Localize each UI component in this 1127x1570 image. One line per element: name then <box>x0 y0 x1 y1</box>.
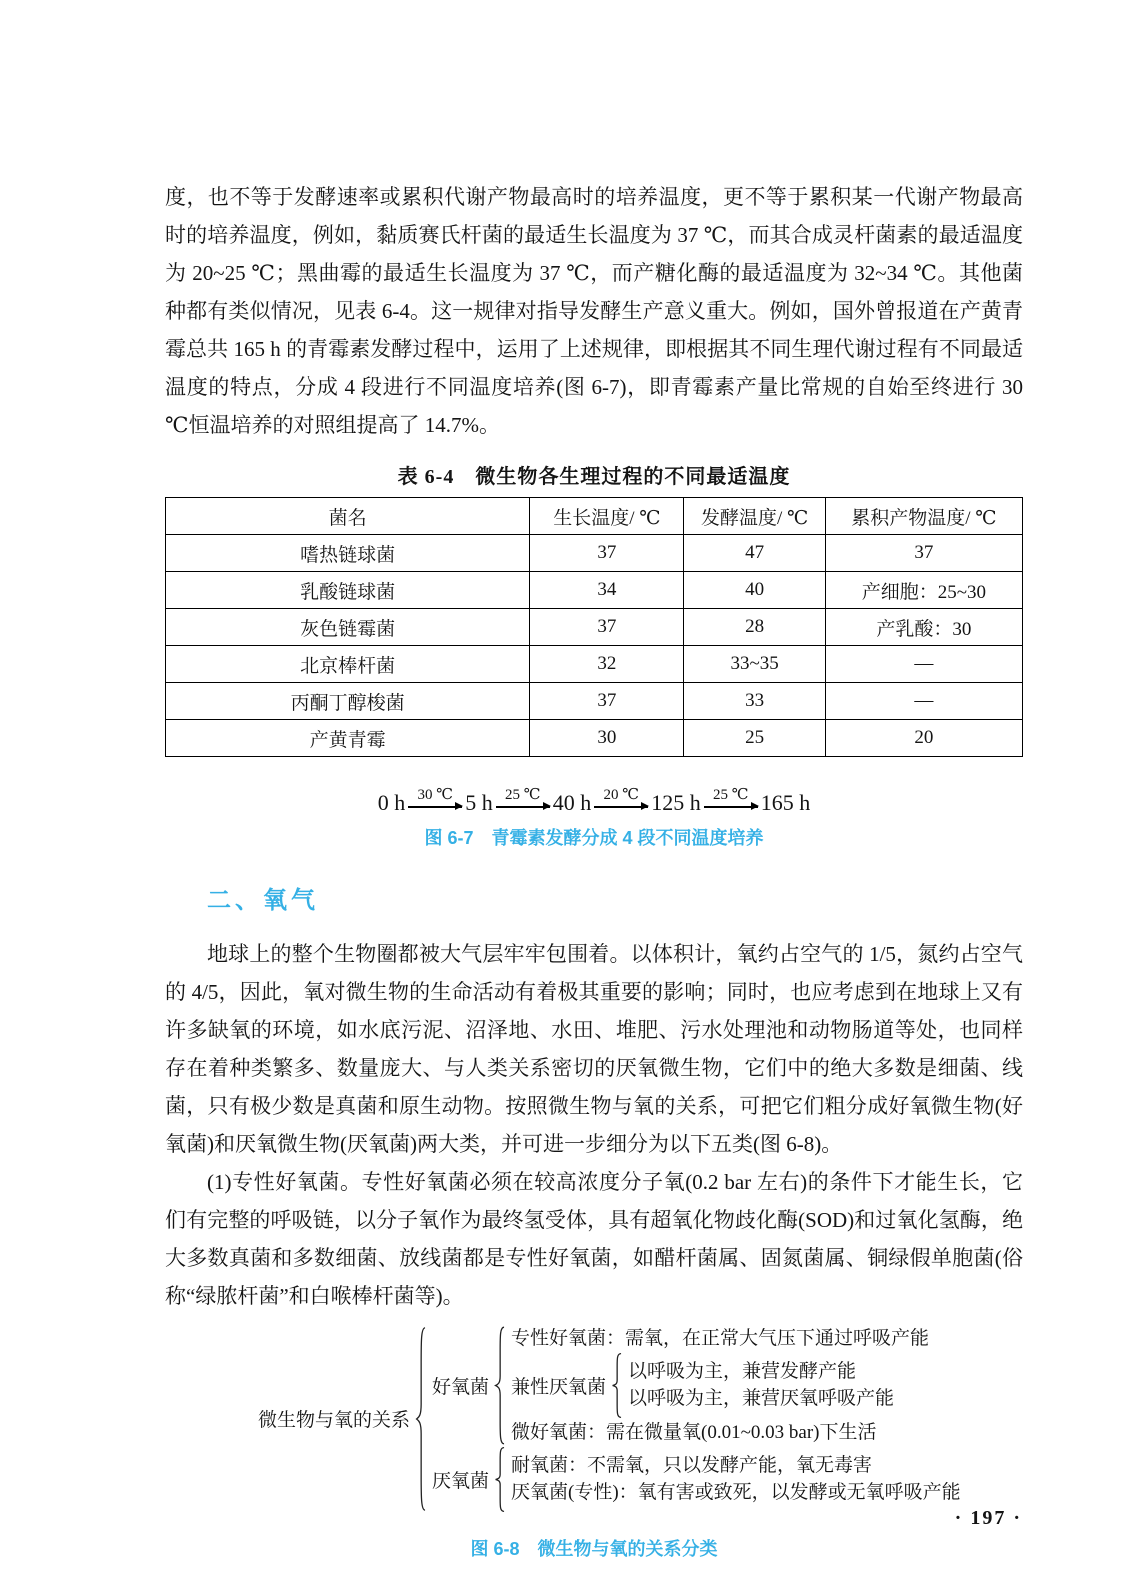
arrow-line <box>496 806 550 808</box>
timeline-node: 5 h <box>465 789 493 815</box>
diagram-aerobic-label: 好氧菌 <box>432 1376 490 1398</box>
table-header-cell: 累积产物温度/ ℃ <box>825 498 1022 535</box>
diagram-leaf-obligate-aerobe: 专性好氧菌：需氧，在正常大气压下通过呼吸产能 <box>511 1327 930 1349</box>
timeline-arrow-label: 25 ℃ <box>504 787 541 803</box>
timeline-node: 40 h <box>552 789 592 815</box>
timeline-arrow <box>594 787 648 808</box>
table-cell: — <box>825 646 1022 683</box>
table-row <box>166 720 1023 757</box>
table-cell: 30 <box>530 720 684 757</box>
diagram-facultative-label: 兼性厌氧菌 <box>511 1376 607 1398</box>
diagram-leaf-facultative-2: 以呼吸为主，兼营厌氧呼吸产能 <box>628 1388 895 1409</box>
table-cell: 灰色链霉菌 <box>166 609 530 646</box>
brace <box>493 1326 506 1445</box>
table-cell: 产细胞：25~30 <box>825 572 1022 609</box>
table-row <box>166 609 1023 646</box>
table-header-cell: 生长温度/ ℃ <box>530 498 684 535</box>
table-cell: 37 <box>530 535 684 572</box>
table-cell: 产乳酸：30 <box>825 609 1022 646</box>
table-cell: 33 <box>684 683 825 720</box>
table-optimal-temperatures <box>165 497 1023 757</box>
arrow-line <box>594 806 648 808</box>
page-content <box>165 178 1023 1561</box>
table-cell: 34 <box>530 572 684 609</box>
diagram-leaf-microaerophile: 微好氧菌：需在微量氧(0.01~0.03 bar)下生活 <box>511 1421 877 1443</box>
table-header-row <box>166 498 1023 535</box>
diagram-anaerobic-group <box>432 1446 961 1513</box>
table-row <box>166 572 1023 609</box>
brace <box>414 1326 427 1512</box>
table-cell: — <box>825 683 1022 720</box>
timeline-arrow-label: 20 ℃ <box>603 787 640 803</box>
timeline-node: 125 h <box>651 789 701 815</box>
table-cell: 37 <box>530 683 684 720</box>
diagram-anaerobic-label: 厌氧菌 <box>432 1470 490 1492</box>
table-cell: 47 <box>684 535 825 572</box>
table-cell: 37 <box>825 535 1022 572</box>
table-cell: 20 <box>825 720 1022 757</box>
brace <box>610 1353 623 1418</box>
table-cell: 产黄青霉 <box>166 720 530 757</box>
diagram-leaf-obligate-anaerobe: 厌氧菌(专性)：氧有害或致死，以发酵或无氧呼吸产能 <box>511 1482 961 1503</box>
table-header-cell: 发酵温度/ ℃ <box>684 498 825 535</box>
table-cell: 28 <box>684 609 825 646</box>
table-cell: 40 <box>684 572 825 609</box>
timeline-arrow-label: 30 ℃ <box>417 787 454 803</box>
arrow-line <box>408 806 462 808</box>
body-paragraph: 度，也不等于发酵速率或累积代谢产物最高时的培养温度，更不等于累积某一代谢产物最高时的培养温度，例如，黏质赛氏杆菌的最适生长温度为 37 ℃，而其合成灵杆菌素的最适温度为 20~25 ℃；黑曲霉的最适生长温度为 37 ℃，而产糖化酶的最适温度为 32~34 ℃。其他菌种都有类似情况，见表 6-4。这一规律对指导发酵生产意义重大。例如，国外曾报道在产黄青霉总共 165 h 的青霉素发酵过程中，运用了上述规律，即根据其不同生理代谢过程有不同最适温度的特点，分成 4 段进行不同温度培养(图 6-7)，即青霉素产量比常规的自始至终进行 30 ℃恒温培养的对照组提高了 14.7%。 <box>165 185 1023 437</box>
arrow-line <box>704 806 758 808</box>
table-row <box>166 646 1023 683</box>
timeline-arrow <box>704 787 758 808</box>
table-cell: 32 <box>530 646 684 683</box>
diagram-leaf-facultative-1: 以呼吸为主，兼营发酵产能 <box>628 1361 857 1382</box>
table-title: 表 6-4 微生物各生理过程的不同最适温度 <box>397 466 791 488</box>
diagram-facultative-group <box>511 1352 929 1419</box>
figure-6-7-caption: 图 6-7 青霉素发酵分成 4 段不同温度培养 <box>424 827 764 848</box>
page-number: · 197 · <box>954 1507 1022 1529</box>
table-cell: 嗜热链球菌 <box>166 535 530 572</box>
timeline-node: 0 h <box>377 789 406 815</box>
timeline-arrow <box>408 787 462 808</box>
figure-6-8-caption: 图 6-8 微生物与氧的关系分类 <box>470 1538 718 1559</box>
timeline-arrow-label: 25 ℃ <box>712 787 749 803</box>
table-cell: 25 <box>684 720 825 757</box>
diagram-leaf-aerotolerant: 耐氧菌：不需氧，只以发酵产能，氧无毒害 <box>511 1455 873 1476</box>
body-paragraph: 地球上的整个生物圈都被大气层牢牢包围着。以体积计，氧约占空气的 1/5，氮约占空气的 4/5，因此，氧对微生物的生命活动有着极其重要的影响；同时，也应考虑到在地球上又有许多缺氧的环境，如水底污泥、沼泽地、水田、堆肥、污水处理池和动物肠道等处，也同样存在着种类繁多、数量庞大、与人类关系密切的厌氧微生物，它们中的绝大多数是细菌、线菌，只有极少数是真菌和原生动物。按照微生物与氧的关系，可把它们粗分成好氧微生物(好氧菌)和厌氧微生物(厌氧菌)两大类，并可进一步细分为以下五类(图 6-8)。 <box>165 941 1023 1156</box>
figure-6-7-timeline <box>165 787 1023 816</box>
table-row <box>166 535 1023 572</box>
table-cell: 丙酮丁醇梭菌 <box>166 683 530 720</box>
timeline-arrow <box>496 787 550 808</box>
table-header-cell: 菌名 <box>166 498 530 535</box>
table-cell: 33~35 <box>684 646 825 683</box>
diagram-aerobic-group <box>432 1325 961 1446</box>
diagram-root-row <box>258 1325 1023 1513</box>
table-row <box>166 683 1023 720</box>
figure-6-8-diagram <box>258 1325 1023 1513</box>
diagram-root-label: 微生物与氧的关系 <box>258 1410 411 1431</box>
section-heading-oxygen: 二、氧气 <box>207 886 319 914</box>
table-cell: 乳酸链球菌 <box>166 572 530 609</box>
brace <box>493 1447 506 1512</box>
table-cell: 37 <box>530 609 684 646</box>
timeline-node: 165 h <box>760 789 811 815</box>
body-paragraph: (1)专性好氧菌。专性好氧菌必须在较高浓度分子氧(0.2 bar 左右)的条件下才能生长，它们有完整的呼吸链，以分子氧作为最终氢受体，具有超氧化物歧化酶(SOD)和过氧化氢酶，绝大多数真菌和多数细菌、放线菌都是专性好氧菌，如醋杆菌属、固氮菌属、铜绿假单胞菌(俗称“绿脓杆菌”和白喉棒杆菌等)。 <box>165 1169 1023 1308</box>
table-cell: 北京棒杆菌 <box>166 646 530 683</box>
